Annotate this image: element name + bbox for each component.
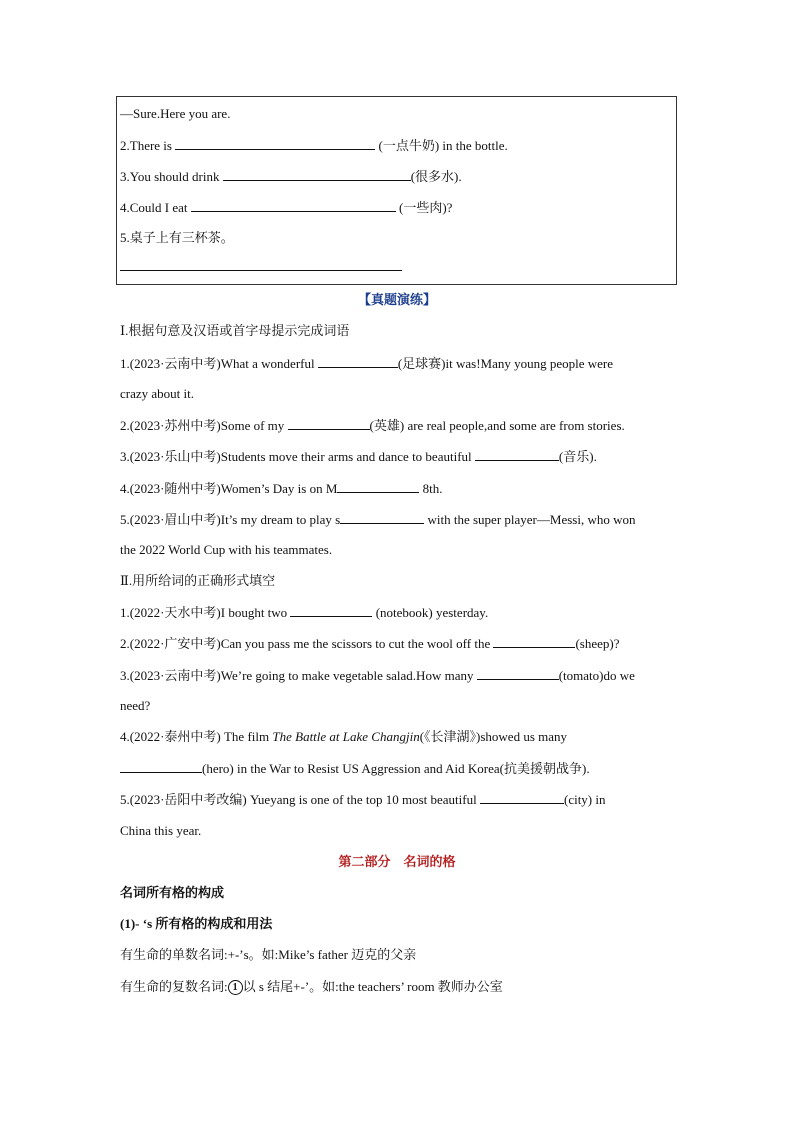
blank[interactable] xyxy=(337,479,419,493)
possessive-rule-1: 有生命的单数名词:+-’s。如:Mike’s father 迈克的父亲 xyxy=(120,947,417,962)
part2-q5: 5.(2023·岳阳中考改编) Yueyang is one of the top 10 most beautiful (city) in xyxy=(120,792,606,807)
box-q2: 2.There is (一点牛奶) in the bottle. xyxy=(120,138,508,153)
blank[interactable] xyxy=(480,790,564,804)
part2-q5-cont: China this year. xyxy=(120,823,202,838)
blank[interactable] xyxy=(120,759,202,773)
part1-q1-cont: crazy about it. xyxy=(120,386,194,401)
possessive-rule-2: 有生命的复数名词: 1 以 s 结尾+-’。如:the teachers’ room 教师办公室 xyxy=(120,979,503,994)
part2-q2: 2.(2022·广安中考)Can you pass me the scissors to cut the wool off the (sheep)? xyxy=(120,636,620,651)
circled-number-icon: 1 xyxy=(228,980,243,995)
part2-q4-cont: (hero) in the War to Resist US Aggression and Aid Korea(抗美援朝战争). xyxy=(120,759,590,778)
film-title: The Battle at Lake Changjin xyxy=(272,729,420,744)
blank[interactable] xyxy=(290,603,372,617)
blank[interactable] xyxy=(475,447,559,461)
blank[interactable] xyxy=(318,354,398,368)
part1-q4: 4.(2023·随州中考)Women’s Day is on M 8th. xyxy=(120,481,443,496)
blank[interactable] xyxy=(175,136,375,150)
exercise-box xyxy=(116,96,677,285)
possessive-heading: 名词所有格的构成 xyxy=(120,885,225,900)
box-reply: —Sure.Here you are. xyxy=(120,106,231,121)
blank[interactable] xyxy=(191,198,396,212)
blank[interactable] xyxy=(288,416,370,430)
box-q5-answer xyxy=(120,257,402,276)
box-q4: 4.Could I eat (一些肉)? xyxy=(120,200,453,215)
part1-heading: Ⅰ.根据句意及汉语或首字母提示完成词语 xyxy=(120,323,350,338)
part-two-title: 第二部分 名词的格 xyxy=(338,854,456,869)
part1-q1: 1.(2023·云南中考)What a wonderful (足球赛)it was!Many young people were xyxy=(120,356,614,371)
blank[interactable] xyxy=(340,510,424,524)
part1-q2: 2.(2023·苏州中考)Some of my (英雄) are real people,and some are from stories. xyxy=(120,418,625,433)
box-q3: 3.You should drink (很多水). xyxy=(120,169,462,184)
part2-q3-cont: need? xyxy=(120,698,151,713)
part2-q4: 4.(2022·泰州中考) The film The Battle at Lake Changjin(《长津湖》)showed us many xyxy=(120,729,568,744)
part2-heading: Ⅱ.用所给词的正确形式填空 xyxy=(120,573,276,588)
part1-q5-cont: the 2022 World Cup with his teammates. xyxy=(120,542,333,557)
part2-q1: 1.(2022·天水中考)I bought two (notebook) yesterday. xyxy=(120,605,489,620)
part1-q3: 3.(2023·乐山中考)Students move their arms and dance to beautiful (音乐). xyxy=(120,449,597,464)
blank[interactable] xyxy=(477,666,559,680)
box-q5: 5.桌子上有三杯茶。 xyxy=(120,230,234,245)
section-title: 【真题演练】 xyxy=(357,292,436,307)
part2-q3: 3.(2023·云南中考)We’re going to make vegetable salad.How many (tomato)do we xyxy=(120,668,635,683)
blank[interactable] xyxy=(493,634,575,648)
blank[interactable] xyxy=(120,257,402,271)
possessive-subheading: (1)- ‘s 所有格的构成和用法 xyxy=(120,916,273,931)
part1-q5: 5.(2023·眉山中考)It’s my dream to play s with the super player—Messi, who won xyxy=(120,512,636,527)
blank[interactable] xyxy=(223,167,411,181)
